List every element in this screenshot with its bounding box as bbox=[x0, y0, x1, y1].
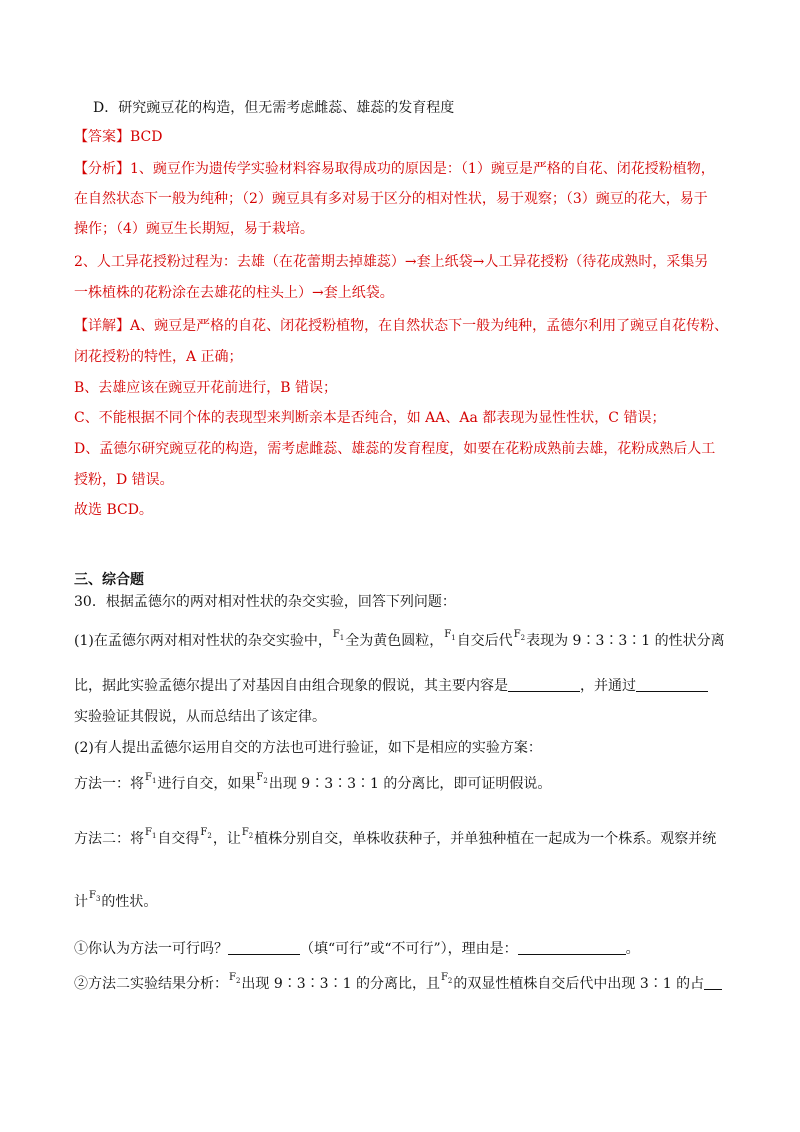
f1-symbol: F1 bbox=[444, 629, 456, 642]
q30-part1-line3: 实验验证其假说，从而总结出了该定律。 bbox=[74, 709, 326, 725]
f2-symbol: F2 bbox=[229, 972, 241, 985]
answer-blank-5[interactable] bbox=[704, 975, 722, 990]
detail-line-5: D、孟德尔研究豌豆花的构造，需考虑雌蕊、雄蕊的发育程度，如要在花粉成熟前去雄，花粉成熟后人工 bbox=[74, 441, 716, 457]
f2-symbol: F2 bbox=[440, 972, 453, 985]
method-one-line: 方法一：将F1进行自交，如果F2出现 9∶3∶3∶1 的分离比，即可证明假说。 bbox=[74, 775, 551, 795]
subquestion-1: ①你认为方法一可行吗？ （填“可行”或“不可行”），理由是： 。 bbox=[74, 941, 640, 957]
detail-line-4: C、不能根据不同个体的表现型来判断亲本是否纯合，如 AA、Aa 都表现为显性性状，C 错误； bbox=[74, 410, 666, 426]
f1-symbol: F1 bbox=[145, 827, 157, 840]
f1-symbol: F1 bbox=[145, 772, 157, 785]
q30-stem: 30．根据孟德尔的两对相对性状的杂交实验，回答下列问题： bbox=[74, 594, 456, 610]
answer-blank-2[interactable] bbox=[636, 677, 708, 692]
answer-blank-3[interactable] bbox=[228, 940, 300, 955]
detail-line-1: 【详解】A、豌豆是严格的自花、闭花授粉植物，在自然状态下一般为纯种，孟德尔利用了豌豆自花传粉、 bbox=[74, 318, 729, 334]
answer-line: 【答案】BCD bbox=[74, 129, 163, 145]
detail-line-6: 授粉，D 错误。 bbox=[74, 472, 174, 488]
detail-line-3: B、去雄应该在豌豆开花前进行，B 错误； bbox=[74, 380, 338, 396]
analysis-line-3: 操作；（4）豌豆生长期短，易于栽培。 bbox=[74, 221, 314, 237]
analysis-line-1: 【分析】1、豌豆作为遗传学实验材料容易取得成功的原因是：（1）豌豆是严格的自花、闭花授粉植物， bbox=[74, 161, 715, 177]
f2-symbol: F2 bbox=[200, 827, 212, 840]
f3-symbol: F3 bbox=[89, 890, 101, 903]
f2-symbol: F2 bbox=[513, 629, 526, 642]
answer-blank-4[interactable] bbox=[518, 940, 626, 955]
analysis-line-5: 一株植株的花粉涂在去雄花的柱头上）→套上纸袋。 bbox=[74, 285, 394, 301]
method-two-line1: 方法二：将F1自交得F2，让F2植株分别自交，单株收获种子，并单独种植在一起成为一个株系。观察并统 bbox=[74, 830, 716, 850]
f2-symbol: F2 bbox=[241, 827, 254, 840]
method-two-line2: 计F3的性状。 bbox=[74, 893, 157, 913]
answer-blank-1[interactable] bbox=[508, 677, 580, 692]
analysis-line-4: 2、人工异花授粉过程为：去雄（在花蕾期去掉雄蕊）→套上纸袋→人工异花授粉（待花成熟时，采集另 bbox=[74, 254, 709, 270]
analysis-line-2: 在自然状态下一般为纯种；（2）豌豆具有多对易于区分的相对性状，易于观察；（3）豌豆的花大，易于 bbox=[74, 191, 708, 207]
detail-line-2: 闭花授粉的特性，A 正确； bbox=[74, 349, 243, 365]
q30-part2-intro: (2)有人提出孟德尔运用自交的方法也可进行验证，如下是相应的实验方案： bbox=[74, 740, 542, 756]
f1-symbol: F1 bbox=[332, 629, 345, 642]
option-d: D．研究豌豆花的构造，但无需考虑雌蕊、雄蕊的发育程度 bbox=[93, 100, 455, 116]
q30-part1-line1: (1)在孟德尔两对相对性状的杂交实验中，F1全为黄色圆粒，F1自交后代F2表现为 9∶3∶3∶1 的性状分离 bbox=[74, 632, 725, 652]
detail-line-7: 故选 BCD。 bbox=[74, 502, 153, 518]
q30-part1-line2: 比，据此实验孟德尔提出了对基因自由组合现象的假说，其主要内容是 ，并通过 bbox=[74, 677, 708, 695]
subquestion-2: ②方法二实验结果分析：F2出现 9∶3∶3∶1 的分离比，且F2的双显性植株自交后代中出现 3∶1 的占 bbox=[74, 975, 722, 995]
f2-symbol: F2 bbox=[256, 772, 268, 785]
section-title: 三、综合题 bbox=[74, 572, 144, 588]
